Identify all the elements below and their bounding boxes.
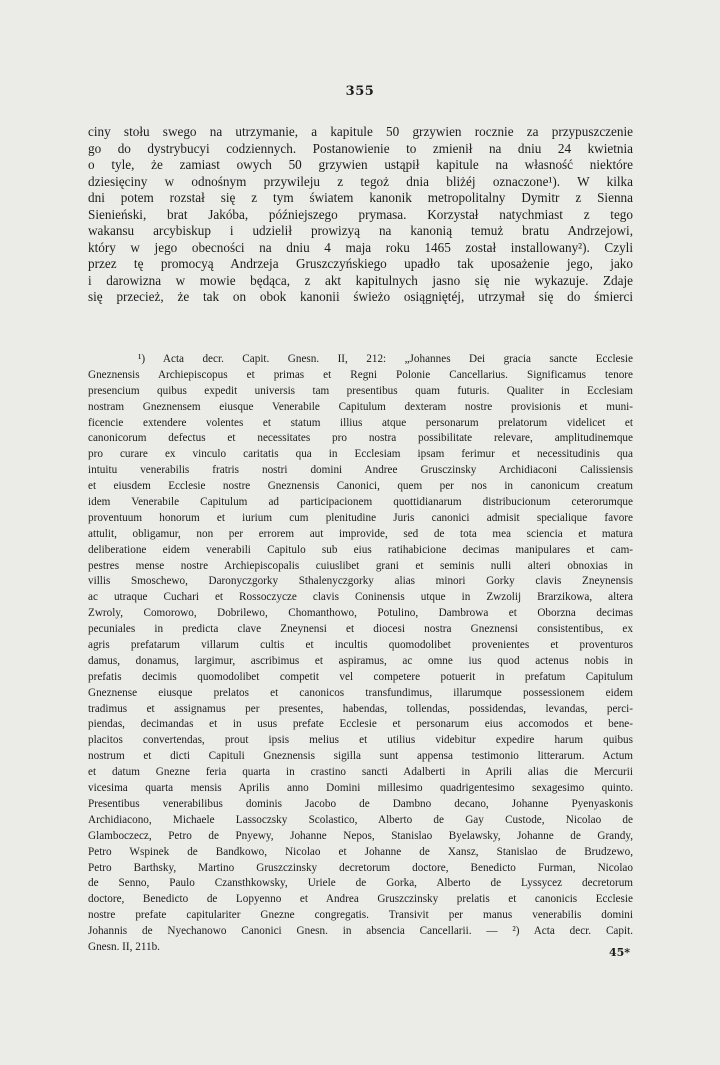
- footnote-line: nostram Gneznensem eiusque Venerabile Capitulum dexteram nostre provisionis et muni-: [88, 400, 633, 413]
- main-text-line: dni potem rozstał się z tym światem kanonik metropolitalny Dymitr z Sienna: [88, 190, 633, 205]
- main-text-line: ciny stołu swego na utrzymanie, a kapitule 50 grzywien rocznie za przypuszczenie: [88, 124, 633, 139]
- main-text-line: wakansu arcybiskup i udzielił prowizyą na kanonią temuż bratu Andrzejowi,: [88, 223, 633, 238]
- footnote-line: Archidiacono, Michaele Lassoczsky Scolastico, Alberto de Gay Custode, Nicolao de: [88, 813, 633, 826]
- footnote-line: tradimus et assignamus per presentes, habendas, tollendas, possidendas, levandas, perci-: [88, 702, 633, 715]
- footnote-line: prefatis decimis quomodolibet competit vel competere potuerit in prefatum Capitulum: [88, 670, 633, 683]
- footnote-line: ¹) Acta decr. Capit. Gnesn. II, 212: „Johannes Dei gracia sancte Ecclesie: [138, 353, 633, 365]
- main-text-line: go do dystrybucyi codziennych. Postanowienie to zmienił na dniu 24 kwietnia: [88, 140, 633, 156]
- footnote-line: idem Venerabile Capitulum ad participacionem quottidianarum distribucionum ceterorumque: [88, 496, 633, 509]
- footnote-line: Glamboczecz, Petro de Pnyewy, Johanne Nepos, Stanislao Byelawsky, Johanne de Grandy,: [88, 829, 633, 842]
- footnote-line: doctore, Benedicto de Lopyenno et Andrea Gruszczinsky prelatis et canonicis Ecclesie: [88, 893, 633, 906]
- footnote-line: Petro Wspinek de Bandkowo, Nicolao et Johanne de Xansz, Stanislao de Brudzewo,: [88, 845, 633, 858]
- footnote-line: pro curare ex vinculo caritatis qua in Ecclesiam ipsam ferimur et necessitudinis qua: [88, 448, 633, 461]
- footnote-line: nostrum et dicti Capituli Gneznensis sigilla sunt appensa testimonio litterarum. Actum: [88, 750, 633, 763]
- footnote-line: et datum Gnezne feria quarta in crastino sancti Adalberti in Aprili alias die Mercurii: [88, 766, 633, 779]
- footnote-line: Presentibus venerabilibus dominis Jacobo de Dambno decano, Johanne Pyenyaskonis: [88, 797, 633, 810]
- footnote-line: canonicorum defectus et necessitates pro nostra possibilitate relevare, amplitudinemque: [88, 432, 633, 445]
- footnote-line: placitos convertendas, prout ipsis melius et utilius videbitur expedire harum quibus: [88, 734, 633, 747]
- main-text-line: który w jego obecności na dniu 4 maja roku 1465 został installowany²). Czyli: [88, 239, 633, 255]
- footnote-line: et eiusdem Ecclesie nostre Gneznensis Canonici, quem per nos in canonicum creatum: [88, 480, 633, 493]
- footnote-line: Gnesn. II, 211b.: [88, 940, 160, 953]
- main-text-line: dziesięciny w odnośnym przywileju z tegoż dnia bliżéj oznaczone¹). W kilka: [88, 173, 633, 189]
- footnote-line: de Senno, Paulo Czansthkowsky, Uriele de Gorka, Alberto de Lyssycez decretorum: [88, 877, 633, 890]
- footnote-line: piendas, decimandas et in usus prefate Ecclesie et personarum eius accomodos et bene-: [88, 718, 633, 731]
- footnotes: [88, 352, 633, 956]
- footnote-line: Petro Barthsky, Martino Gruszczinsky decretorum doctore, Benedicto Furman, Nicolao: [88, 861, 633, 874]
- footnote-line: vicesima quarta mensis Aprilis anno Domini millesimo quadrigentesimo sexagesimo quinto.: [88, 782, 633, 795]
- footnote-line: Johannis de Nyechanowo Canonici Gnesn. in absencia Cancellarii. — ²) Acta decr. Capit.: [88, 925, 633, 938]
- main-text-line: i darowizna w mowie będąca, z akt kapitulnych jasno się nie wykazuje. Zdaje: [88, 272, 633, 288]
- main-text-line: o tyle, że zamiast owych 50 grzywien ustąpił kapitule na własność niektóre: [88, 157, 633, 172]
- footnote-line: agris prefatarum villarum cultis et incultis quomodolibet provenientes et proventuros: [88, 639, 633, 652]
- main-text: [88, 124, 633, 306]
- footnote-line: Zwroly, Comorowo, Dobrilewo, Chomanthowo, Potulino, Dambrowa et Oborzna decimas: [88, 607, 633, 620]
- footnote-line: attulit, obligamur, non per errorem aut improvide, sed de tota mea sciencia et matura: [88, 527, 633, 540]
- footnote-line: proventuum honorum et iurium cum plenitudine Juris canonici admisit specialique favore: [88, 511, 633, 524]
- footnote-line: pecuniales in predicta clave Zneynensi et diocesi nostra Gneznensi consistentibus, ex: [88, 623, 633, 636]
- footnote-line: Gneznensis Archiepiscopus et primas et Regni Polonie Cancellarius. Significamus tenore: [88, 368, 633, 381]
- footnote-line: presencium quibus expedit universis tam presentibus quam futuris. Qualiter in Ecclesiam: [88, 384, 633, 397]
- main-text-line: przez tę promocyą Andrzeja Gruszczyńskiego upadło tak uposażenie jego, jako: [88, 256, 633, 271]
- footnote-line: nostre prefate capitulariter Gnezne congregatis. Transivit per manus venerabilis domini: [88, 909, 633, 922]
- printer-signature-mark: 45*: [608, 946, 630, 959]
- footnote-line: intuitu venerabilis fratris nostri domini Andree Grusczinsky Archidiaconi Calissiensis: [88, 464, 633, 477]
- footnote-line: deliberatione eidem venerabili Capitulo sub eius ratihabicione decimas manipulares et cam-: [88, 543, 633, 556]
- footnote-line: Gneznense eiusque prelatos et canonicos transfundimus, illarumque possessionem eidem: [88, 686, 633, 699]
- footnote-line: ficencie extendere volentes et statum illius atque personarum prelatorum videlicet et: [88, 416, 633, 429]
- main-text-line: się przecież, że tak on obok kanonii świeżo osiągniętéj, utrzymał się do śmierci: [88, 289, 633, 304]
- footnote-line: ac utraque Cuchari et Rossoczycze clavis Coninensis utque in Zwzolij Brarzikowa, altera: [88, 591, 633, 604]
- page-number: 355: [345, 84, 375, 99]
- footnote-line: damus, donamus, largimur, ascribimus et aspiramus, ac omne ius quod actenus nobis in: [88, 654, 633, 667]
- footnote-line: villis Smoschewo, Daronyczgorky Sthalenyczgorky alias minori Gorky clavis Zneynensis: [88, 575, 633, 588]
- footnote-line: pestres mense nostre Archiepiscopalis cuiuslibet grani et seminis nulli alteri obnoxias in: [88, 559, 633, 572]
- main-text-line: Sienieński, brat Jakóba, późniejszego prymasa. Korzystał natychmiast z tego: [88, 206, 633, 222]
